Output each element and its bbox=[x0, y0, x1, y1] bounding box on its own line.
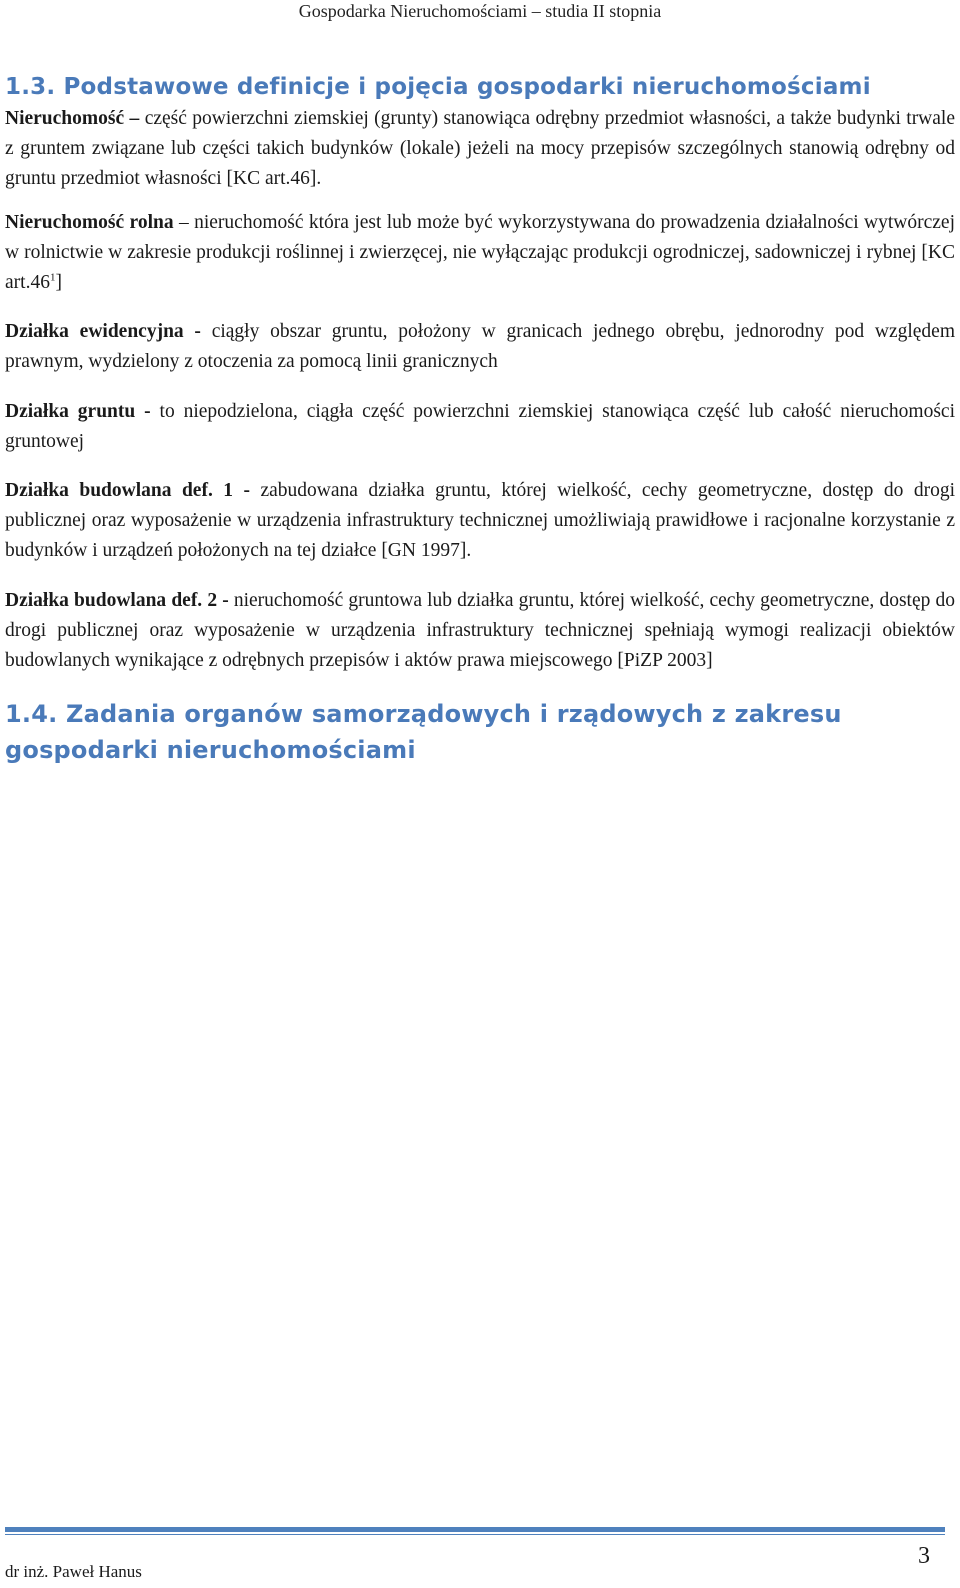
definition-text: to niepodzielona, ciągła część powierzchni ziemskiej stanowiąca część lub całość nieruchomości gruntowej bbox=[5, 400, 955, 452]
definition-term: Nieruchomość – bbox=[5, 108, 140, 129]
definition-dzialka-gruntu bbox=[5, 397, 955, 457]
definition-text: nieruchomość gruntowa lub działka gruntu, której wielkość, cechy geometryczne, dostęp do drogi publicznej oraz wyposażenie w urządzenia infrastruktury technicznej spełniają wymogi realizacji obiektów budowlanych wynikające z odrębnych przepisów i aktów prawa miejscowego [PiZP 2003] bbox=[5, 589, 955, 672]
footnote-superscript: 1 bbox=[49, 271, 56, 284]
definition-text: część powierzchni ziemskiej (grunty) stanowiąca odrębny przedmiot własności, a także budynki trwale z gruntem związane lub części takich budynków (lokale) jeżeli na mocy przepisów szczególnych stanowią odrębny od gruntu przedmiot własności [KC art.46]. bbox=[5, 108, 955, 190]
definition-dzialka-ewidencyjna bbox=[5, 317, 955, 377]
page-header bbox=[0, 0, 960, 30]
definition-dzialka-budowlana-1 bbox=[5, 476, 955, 567]
footer-author: dr inż. Paweł Hanus bbox=[5, 1562, 142, 1581]
definition-term: Działka gruntu - bbox=[5, 400, 151, 422]
definition-term: Nieruchomość rolna bbox=[5, 211, 174, 233]
page-number: 3 bbox=[918, 1543, 930, 1569]
definition-dzialka-budowlana-2 bbox=[5, 586, 955, 677]
footer-rule-thin bbox=[5, 1534, 945, 1535]
definition-text: – nieruchomość która jest lub może być wykorzystywana do prowadzenia działalności wytwórczej w rolnictwie w zakresie produkcji roślinnej i zwierzęcej, nie wyłączając produkcji ogrodniczej, sadowniczej i rybnej [KC art.46 bbox=[5, 211, 955, 294]
definition-term: Działka budowlana def. 2 - bbox=[5, 589, 229, 611]
definition-nieruchomosc-rolna bbox=[5, 208, 955, 299]
document-title: Gospodarka Nieruchomościami – studia II stopnia bbox=[298, 1, 662, 21]
page-content bbox=[5, 70, 955, 768]
definition-text-tail: ] bbox=[55, 272, 62, 294]
definition-text: ciągły obszar gruntu, położony w granicach jednego obrębu, jednorodny pod względem prawnym, wydzielony z otoczenia za pomocą linii granicznych bbox=[5, 321, 956, 373]
section-heading-1-3: 1.3. Podstawowe definicje i pojęcia gospodarki nieruchomościami bbox=[5, 74, 871, 100]
footer-rule bbox=[5, 1527, 945, 1532]
definition-text: zabudowana działka gruntu, której wielkość, cechy geometryczne, dostęp do drogi publicznej oraz wyposażenie w urządzenia infrastruktury technicznej umożliwiają prawidłowe i racjonalne korzystanie z budynków i urządzeń położonych na tej działce [GN 1997]. bbox=[5, 480, 955, 562]
definition-term: Działka ewidencyjna - bbox=[5, 321, 201, 343]
definition-term: Działka budowlana def. 1 - bbox=[5, 480, 250, 502]
section-heading-1-4: 1.4. Zadania organów samorządowych i rządowych z zakresu gospodarki nieruchomościami bbox=[5, 700, 842, 765]
definition-nieruchomosc bbox=[5, 104, 955, 195]
